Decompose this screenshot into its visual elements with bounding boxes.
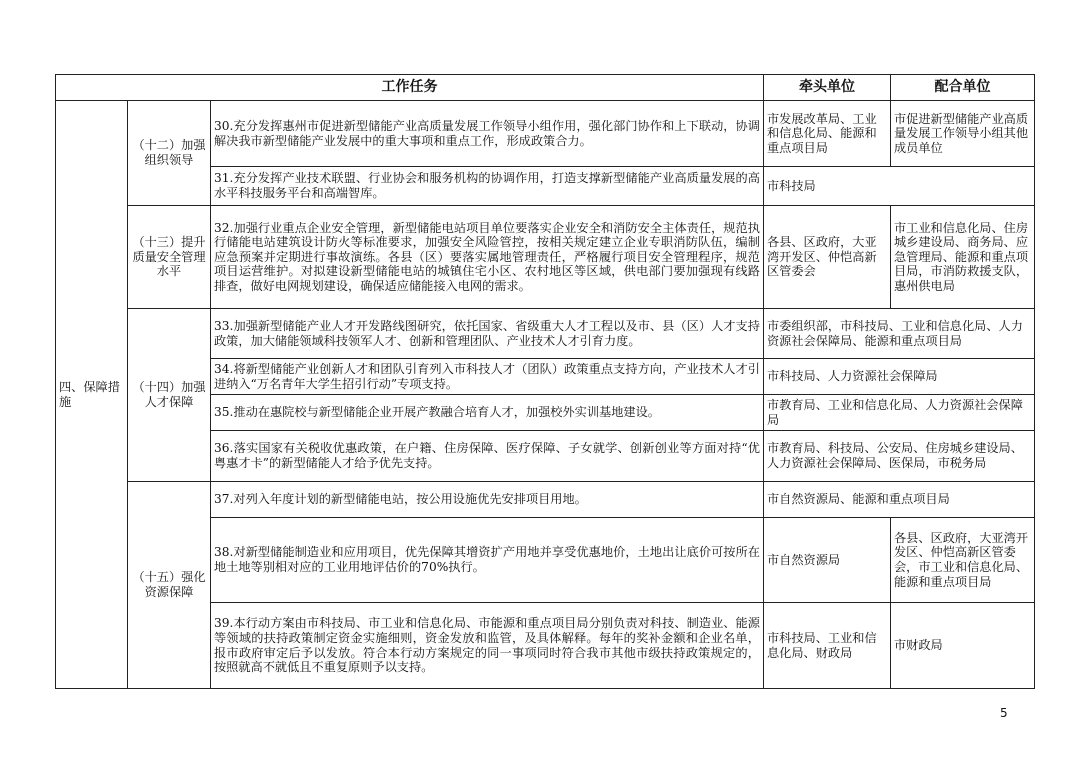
lead-cell: 市发展改革局、工业和信息化局、能源和重点项目局 — [764, 101, 891, 167]
header-coop: 配合单位 — [891, 75, 1035, 101]
group-title: （十四）加强人才保障 — [128, 309, 211, 482]
task-cell: 32.加强行业重点企业安全管理，新型储能电站项目单位要落实企业安全和消防安全主体责任，规范执行储能电站建筑设计防火等标准要求，加强安全风险管控，按相关规定建立企业专职消防队伍，编制应急预案并定期进行事故演练。各县（区）要落实属地管理责任，严格履行项目安全管理程序，规范项目运营维护。对拟建设新型储能电站的城镇住宅小区、农村地区等区域，供电部门要加强现有线路排查，做好电网规划建设，确保适应储能接入电网的需求。 — [211, 206, 764, 309]
task-cell: 37.对列入年度计划的新型储能电站，按公用设施优先安排项目用地。 — [211, 482, 764, 518]
lead-cell: 市自然资源局 — [764, 518, 891, 603]
task-cell: 35.推动在惠院校与新型储能企业开展产教融合培育人才，加强校外实训基地建设。 — [211, 395, 764, 431]
task-cell: 38.对新型储能制造业和应用项目，优先保障其增资扩产用地并享受优惠地价，土地出让底价可按所在地土地等别相对应的工业用地评估价的70%执行。 — [211, 518, 764, 603]
page-number: 5 — [1000, 706, 1008, 720]
table-header-row — [56, 75, 1035, 101]
lead-cell: 市科技局、人力资源社会保障局 — [764, 359, 1035, 395]
lead-cell: 市教育局、工业和信息化局、人力资源社会保障局 — [764, 395, 1035, 431]
task-cell: 34.将新型储能产业创新人才和团队引育列入市科技人才（团队）政策重点支持方向，产业技术人才引进纳入“万名青年大学生招引行动”专项支持。 — [211, 359, 764, 395]
table-row — [56, 309, 1035, 359]
coop-cell: 市工业和信息化局、住房城乡建设局、商务局、应急管理局、能源和重点项目局，市消防救援支队，惠州供电局 — [891, 206, 1035, 309]
table-row — [56, 482, 1035, 518]
coop-cell: 市促进新型储能产业高质量发展工作领导小组其他成员单位 — [891, 101, 1035, 167]
coop-cell: 市财政局 — [891, 603, 1035, 689]
measures-table — [55, 74, 1035, 689]
lead-cell: 市科技局 — [764, 167, 1035, 206]
task-cell: 39.本行动方案由市科技局、市工业和信息化局、市能源和重点项目局分别负责对科技、制造业、能源等领域的扶持政策制定资金实施细则，资金发放和监管，及具体解释。每年的奖补金额和企业名单，报市政府审定后予以发放。符合本行动方案规定的同一事项同时符合我市其他市级扶持政策规定的，按照就高不就低且不重复原则予以支持。 — [211, 603, 764, 689]
group-title: （十三）提升质量安全管理水平 — [128, 206, 211, 309]
task-cell: 36.落实国家有关税收优惠政策，在户籍、住房保障、医疗保障、子女就学、创新创业等方面对持“优粤惠才卡”的新型储能人才给予优先支持。 — [211, 431, 764, 482]
header-task: 工作任务 — [56, 75, 764, 101]
lead-cell: 各县、区政府，大亚湾开发区、仲恺高新区管委会 — [764, 206, 891, 309]
header-lead: 牵头单位 — [764, 75, 891, 101]
task-cell: 31.充分发挥产业技术联盟、行业协会和服务机构的协调作用，打造支撑新型储能产业高质量发展的高水平科技服务平台和高端智库。 — [211, 167, 764, 206]
category-cell: 四、保障措施 — [56, 101, 128, 689]
group-title: （十二）加强组织领导 — [128, 101, 211, 206]
coop-cell: 各县、区政府，大亚湾开发区、仲恺高新区管委会，市工业和信息化局、能源和重点项目局 — [891, 518, 1035, 603]
task-cell: 30.充分发挥惠州市促进新型储能产业高质量发展工作领导小组作用，强化部门协作和上下联动，协调解决我市新型储能产业发展中的重大事项和重点工作，形成政策合力。 — [211, 101, 764, 167]
task-cell: 33.加强新型储能产业人才开发路线图研究，依托国家、省级重大人才工程以及市、县（区）人才支持政策，加大储能领域科技领军人才、创新和管理团队、产业技术人才引育力度。 — [211, 309, 764, 359]
lead-cell: 市科技局、工业和信息化局、财政局 — [764, 603, 891, 689]
table-row — [56, 206, 1035, 309]
group-title: （十五）强化资源保障 — [128, 482, 211, 689]
lead-cell: 市自然资源局、能源和重点项目局 — [764, 482, 1035, 518]
table-row — [56, 101, 1035, 167]
lead-cell: 市委组织部，市科技局、工业和信息化局、人力资源社会保障局、能源和重点项目局 — [764, 309, 1035, 359]
lead-cell: 市教育局、科技局、公安局、住房城乡建设局、人力资源社会保障局、医保局，市税务局 — [764, 431, 1035, 482]
